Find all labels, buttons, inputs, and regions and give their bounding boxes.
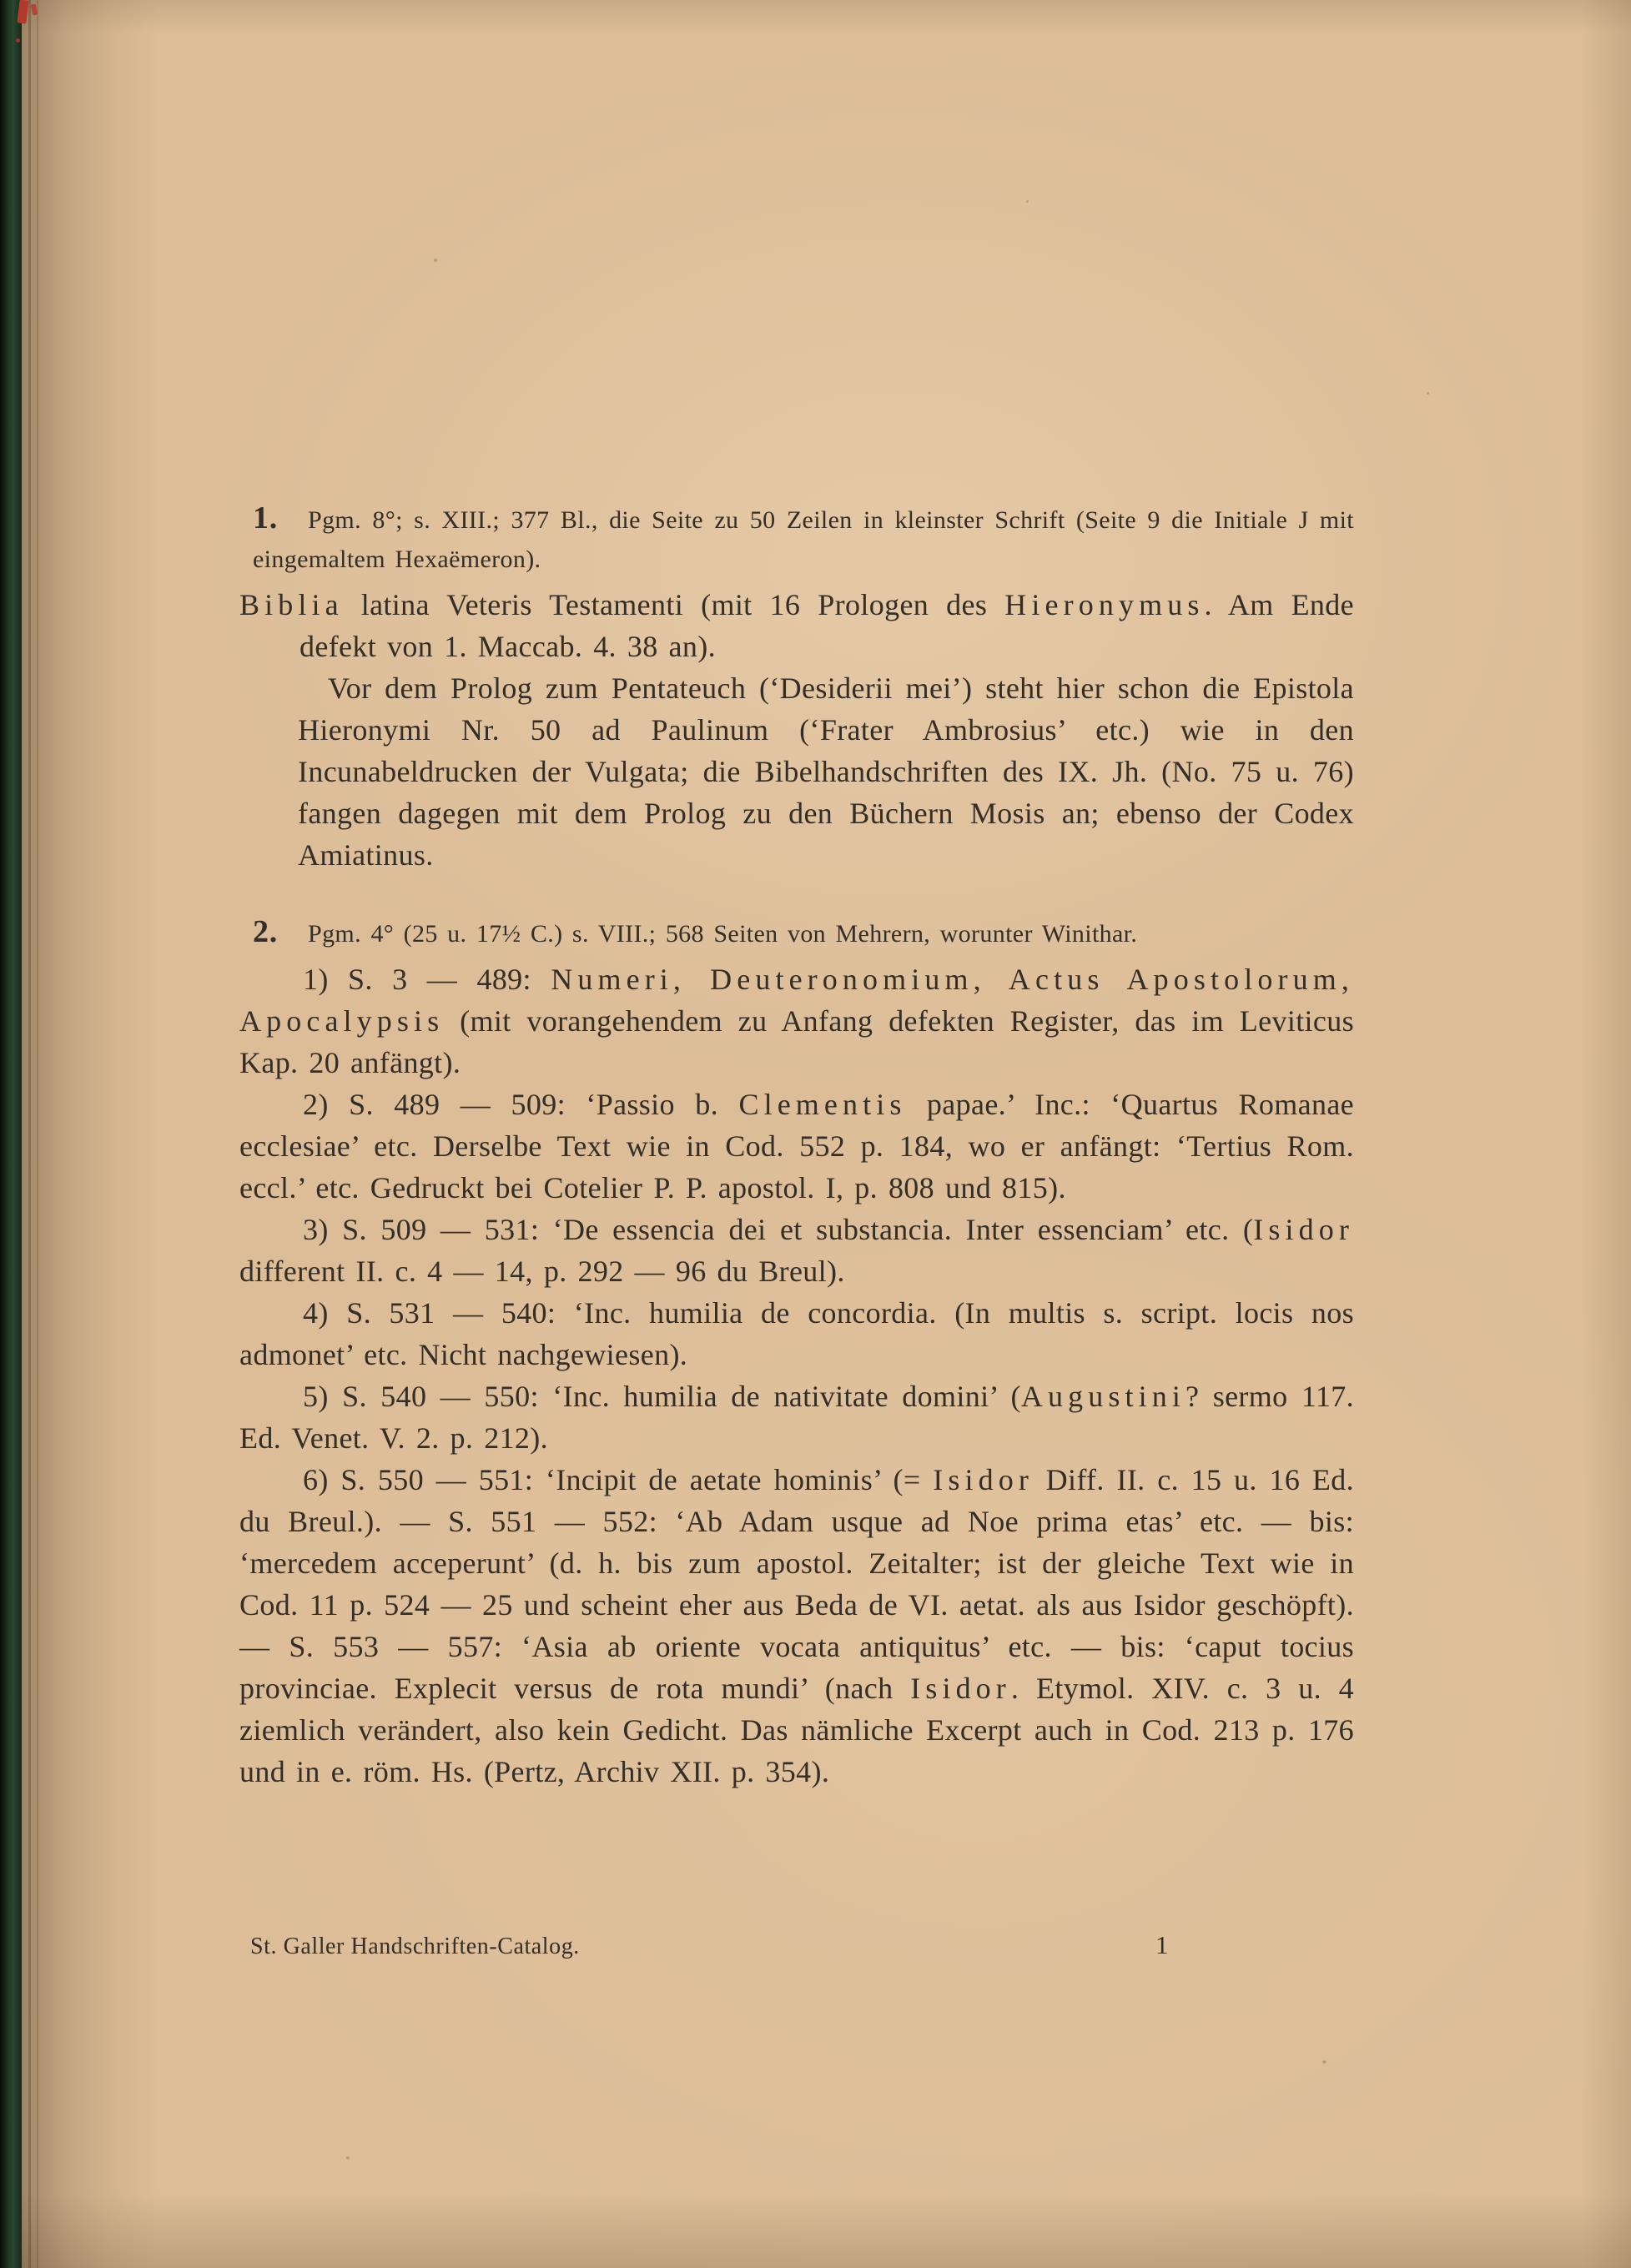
paragraph [239,1209,1354,1292]
red-ink-mark [16,38,20,43]
paper-speck [346,2156,350,2160]
binding-thread-line [37,0,38,2268]
catalog-text-block [239,499,1354,1793]
text-run: Vor dem Prolog zum Pentateuch (‘Desiderii mei’) steht hier schon die Epistola Hieronymi Nr. 50 ad Paulinum (‘Frater Ambrosius’ etc.) wie in den Incunabeldrucken der Vulgata; die Bibelhandschriften des IX. Jh. (No. 75 u. 76) fangen dagegen mit dem Prolog zu den Büchern Mosis an; ebenso der Codex Amiatinus. [298,671,1354,872]
text-run: Diff. II. c. 15 u. 16 Ed. du Breul.). — S. 551 — 552: ‘Ab Adam usque ad Noe prima etas’ etc. — bis: ‘mercedem acceperunt’ (d. h. bis zum apostol. Zeitalter; ist der gleiche Text wie in Cod. 11 p. 524 — 25 und scheint eher aus Beda de VI. aetat. als aus Isidor geschöpft). — S. 553 — 557: ‘Asia ab oriente vocata antiquitus’ etc. — bis: ‘caput tocius provinciae. Explecit versus de rota mundi’ (nach [239,1463,1354,1705]
emphasized-text: Clementis [738,1088,907,1121]
emphasized-text: Biblia [239,588,344,621]
emphasized-text: Augustini [1020,1380,1185,1413]
emphasized-text: Numeri, Deuteronomium, Actus Apostolorum, Apocalypsis [239,963,1354,1038]
text-run: . Am Ende defekt von 1. Maccab. 4. 38 an). [300,588,1354,663]
text-run: 4) S. 531 — 540: ‘Inc. humilia de concordia. (In multis s. script. locis nos admonet’ etc. Nicht nachgewiesen). [239,1296,1354,1371]
paragraph [239,1292,1354,1375]
entry-number: 2. [253,914,279,949]
emphasized-text: Isidor [1253,1213,1354,1246]
entry-collation-note: Pgm. 4° (25 u. 17½ C.) s. VIII.; 568 Seiten von Mehrern, worunter Winithar. [308,920,1138,948]
paragraph [239,958,1354,1084]
paragraph [298,667,1354,876]
entry-heading [239,499,1354,579]
running-title: St. Galler Handschriften-Catalog. [250,1934,580,1959]
emphasized-text: Isidor [910,1672,1011,1705]
entry-heading [239,913,1354,953]
catalog-entry [239,499,1354,876]
text-run: latina Veteris Testamenti (mit 16 Prologen des [343,588,1005,621]
text-run: ? sermo 117. Ed. Venet. V. 2. p. 212). [239,1380,1354,1455]
text-run: papae.’ Inc.: ‘Quartus Romanae ecclesiae’ etc. Derselbe Text wie in Cod. 552 p. 184, wo er anfängt: ‘Tertius Rom. eccl.’ etc. Gedruckt bei Cotelier P. P. apostol. I, p. 808 und 815). [239,1088,1354,1204]
emphasized-text: Isidor [933,1463,1034,1496]
paragraph [239,584,1354,667]
text-run: 3) S. 509 — 531: ‘De essencia dei et substancia. Inter essenciam’ etc. ( [303,1213,1254,1246]
paper-speck [1427,392,1429,395]
page-number: 1 [1155,1930,1170,1959]
text-run: 2) S. 489 — 509: ‘Passio b. [303,1088,739,1121]
binding-thread-line [28,0,31,2268]
page-footer [250,1930,1365,1960]
paragraph [239,1375,1354,1459]
entry-collation-note: Pgm. 8°; s. XIII.; 377 Bl., die Seite zu 50 Zeilen in kleinster Schrift (Seite 9 die Initiale J mit eingemaltem Hexaëmeron). [253,506,1354,573]
entry-number: 1. [253,500,279,536]
text-run: . Etymol. XIV. c. 3 u. 4 ziemlich verändert, also kein Gedicht. Das nämliche Excerpt auch in Cod. 213 p. 176 und in e. röm. Hs. (Pertz, Archiv XII. p. 354). [239,1672,1355,1788]
book-binding-edge [0,0,22,2268]
text-run: different II. c. 4 — 14, p. 292 — 96 du Breul). [239,1255,845,1288]
paragraph [239,1084,1354,1209]
text-run: 1) S. 3 — 489: [303,963,551,996]
catalog-entry [239,913,1354,1793]
paper-speck [1322,2060,1326,2064]
paper-speck [1026,200,1029,203]
text-run: (mit vorangehendem zu Anfang defekten Register, das im Leviticus Kap. 20 anfängt). [239,1004,1354,1079]
paper-speck [434,259,437,262]
red-ink-mark [17,0,28,24]
paragraph [239,1459,1354,1793]
emphasized-text: Hieronymus [1004,588,1205,621]
text-run: 6) S. 550 — 551: ‘Incipit de aetate hominis’ (= [303,1463,934,1496]
text-run: 5) S. 540 — 550: ‘Inc. humilia de nativitate domini’ ( [303,1380,1021,1413]
